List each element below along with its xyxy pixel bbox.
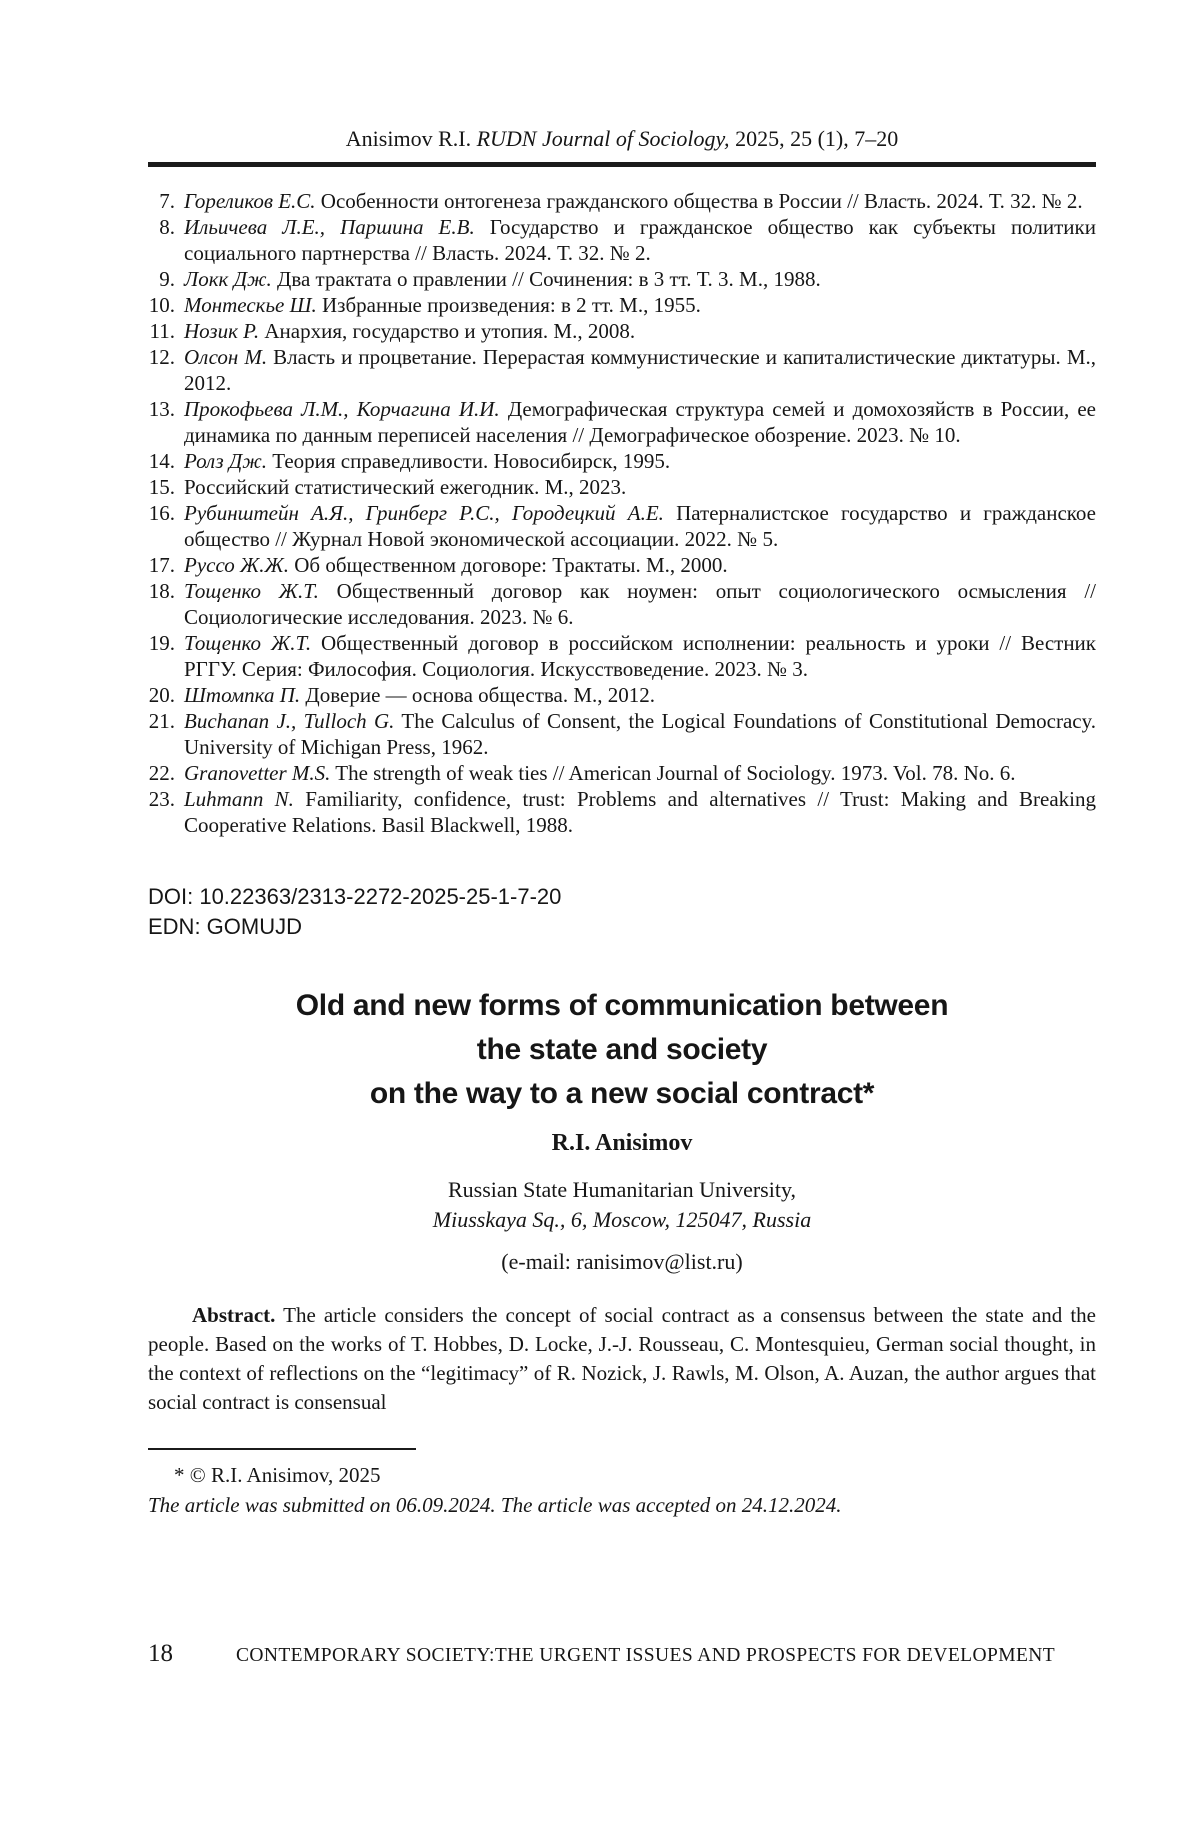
reference-text <box>184 344 1096 396</box>
footnote-rule <box>148 1448 416 1450</box>
footnote-dates: The article was submitted on 06.09.2024. The article was accepted on 24.12.2024. <box>148 1493 842 1517</box>
footnote-copyright: * © R.I. Anisimov, 2025 <box>174 1463 381 1487</box>
reference-text <box>184 266 1096 292</box>
reference-item <box>148 214 1096 266</box>
reference-author: Руссо Ж.Ж. <box>184 553 289 577</box>
reference-author: Ролз Дж. <box>184 449 268 473</box>
reference-author: Рубинштейн А.Я., Гринберг Р.С., Городецкий А.Е. <box>184 501 664 525</box>
reference-text <box>184 188 1096 214</box>
affiliation-address: Miusskaya Sq., 6, Moscow, 125047, Russia <box>432 1207 812 1232</box>
reference-item <box>148 500 1096 552</box>
reference-text <box>184 682 1096 708</box>
running-head <box>148 126 1096 152</box>
reference-item <box>148 708 1096 760</box>
reference-number: 12. <box>148 345 175 369</box>
reference-body-text: The Calculus of Consent, the Logical Foundations of Constitutional Democracy. University of Michigan Press, 1962. <box>184 709 1096 759</box>
edn-line: EDN: GOMUJD <box>148 914 302 939</box>
reference-body-text: Анархия, государство и утопия. М., 2008. <box>259 319 636 343</box>
reference-body-text: Familiarity, confidence, trust: Problems and alternatives // Trust: Making and Breaking Cooperative Relations. Basil Blackwell, 1988. <box>184 787 1096 837</box>
reference-body-text: Два трактата о правлении // Сочинения: в 3 тт. Т. 3. М., 1988. <box>271 267 821 291</box>
reference-number: 15. <box>148 475 175 499</box>
abstract-text: The article considers the concept of social contract as a consensus between the state and the people. Based on the works of T. Hobbes, D. Locke, J.-J. Rousseau, C. Montesquieu, German social thought, in the context of reflections on the “legitimacy” of R. Nozick, J. Rawls, M. Olson, A. Auzan, the author argues that social contract is consensual <box>148 1303 1096 1414</box>
reference-text <box>184 500 1096 552</box>
running-head-issue: 2025, 25 (1), 7–20 <box>729 126 899 151</box>
reference-body-text: Теория справедливости. Новосибирск, 1995. <box>267 449 671 473</box>
reference-number: 19. <box>148 631 175 655</box>
reference-text <box>184 552 1096 578</box>
reference-number: 9. <box>159 267 175 291</box>
reference-author: Локк Дж. <box>184 267 272 291</box>
reference-item <box>148 318 1096 344</box>
reference-body-text: Власть и процветание. Перерастая коммунистические и капиталистические диктатуры. М., 2012. <box>184 345 1096 395</box>
reference-item <box>148 760 1096 786</box>
reference-text <box>184 760 1096 786</box>
abstract-label: Abstract. <box>192 1303 276 1327</box>
reference-number: 20. <box>148 683 175 707</box>
reference-item <box>148 344 1096 396</box>
reference-author: Buchanan J., Tulloch G. <box>184 709 395 733</box>
reference-item <box>148 292 1096 318</box>
article-title-line-1: Old and new forms of communication between <box>295 989 949 1022</box>
reference-item <box>148 786 1096 838</box>
reference-item <box>148 578 1096 630</box>
reference-number: 18. <box>148 579 175 603</box>
reference-body-text: Общественный договор в российском исполнении: реальность и уроки // Вестник РГГУ. Серия: Философия. Социология. Искусствоведение. 2023. № 3. <box>184 631 1096 681</box>
reference-author: Нозик Р. <box>184 319 260 343</box>
article-title <box>148 984 1096 1116</box>
reference-author: Тощенко Ж.Т. <box>184 579 319 603</box>
reference-item <box>148 552 1096 578</box>
reference-text <box>184 448 1096 474</box>
reference-number: 23. <box>148 787 175 811</box>
article-title-line-3: on the way to a new social contract* <box>369 1077 875 1110</box>
reference-number: 11. <box>149 319 175 343</box>
reference-author: Granovetter M.S. <box>184 761 331 785</box>
affiliation-block <box>148 1175 1096 1235</box>
reference-body-text: Российский статистический ежегодник. М., 2023. <box>184 475 627 499</box>
reference-author: Монтескье Ш. <box>184 293 317 317</box>
doi-line: DOI: 10.22363/2313-2272-2025-25-1-7-20 <box>148 884 562 909</box>
reference-author: Тощенко Ж.Т. <box>184 631 312 655</box>
reference-body-text: Патерналистское государство и гражданское общество // Журнал Новой экономической ассоциации. 2022. № 5. <box>184 501 1096 551</box>
reference-item <box>148 630 1096 682</box>
reference-item <box>148 266 1096 292</box>
reference-author: Luhmann N. <box>184 787 294 811</box>
reference-text <box>184 578 1096 630</box>
reference-number: 10. <box>148 293 175 317</box>
reference-number: 22. <box>148 761 175 785</box>
footnote-block <box>148 1448 1096 1520</box>
reference-text <box>184 630 1096 682</box>
reference-body-text: Доверие — основа общества. М., 2012. <box>300 683 656 707</box>
footer-section-title: CONTEMPORARY SOCIETY:THE URGENT ISSUES AND PROSPECTS FOR DEVELOPMENT <box>236 1645 1056 1666</box>
page-number: 18 <box>148 1640 173 1667</box>
reference-number: 21. <box>148 709 175 733</box>
reference-body-text: Общественный договор как ноумен: опыт социологического осмысления // Социологические исследования. 2023. № 6. <box>184 579 1096 629</box>
reference-body-text: The strength of weak ties // American Journal of Sociology. 1973. Vol. 78. No. 6. <box>330 761 1016 785</box>
reference-text <box>184 708 1096 760</box>
reference-author: Олсон М. <box>184 345 268 369</box>
reference-list <box>148 188 1096 838</box>
reference-item <box>148 396 1096 448</box>
email-line: (e-mail: ranisimov@list.ru) <box>501 1249 743 1274</box>
reference-number: 17. <box>148 553 175 577</box>
reference-body-text: Государство и гражданское общество как субъекты политики социального партнерства // Власть. 2024. Т. 32. № 2. <box>184 215 1096 265</box>
doi-block <box>148 882 1096 942</box>
reference-body-text: Демографическая структура семей и домохозяйств в России, ее динамика по данным переписей населения // Демографическое обозрение. 2023. № 10. <box>184 397 1096 447</box>
reference-author: Штомпка П. <box>184 683 301 707</box>
reference-author: Гореликов Е.С. <box>184 189 316 213</box>
article-title-line-2: the state and society <box>476 1033 768 1066</box>
affiliation-name: Russian State Humanitarian University, <box>447 1177 797 1202</box>
reference-item <box>148 474 1096 500</box>
reference-text <box>184 214 1096 266</box>
reference-number: 8. <box>159 215 175 239</box>
reference-text <box>184 474 1096 500</box>
running-head-author: Anisimov R.I. <box>345 126 477 151</box>
reference-item <box>148 448 1096 474</box>
reference-number: 13. <box>148 397 175 421</box>
reference-number: 14. <box>148 449 175 473</box>
reference-body-text: Об общественном договоре: Трактаты. М., 2000. <box>289 553 728 577</box>
reference-item <box>148 682 1096 708</box>
reference-item <box>148 188 1096 214</box>
reference-number: 16. <box>148 501 175 525</box>
reference-body-text: Избранные произведения: в 2 тт. М., 1955. <box>316 293 701 317</box>
article-author: R.I. Anisimov <box>551 1130 693 1156</box>
reference-text <box>184 786 1096 838</box>
running-head-journal: RUDN Journal of Sociology, <box>476 126 730 151</box>
reference-author: Прокофьева Л.М., Корчагина И.И. <box>184 397 500 421</box>
reference-author: Ильичева Л.Е., Паршина Е.В. <box>184 215 475 239</box>
reference-text <box>184 292 1096 318</box>
reference-text <box>184 396 1096 448</box>
page-content <box>148 0 1096 1520</box>
reference-number: 7. <box>159 189 175 213</box>
page-footer <box>148 1640 1096 1668</box>
reference-body-text: Особенности онтогенеза гражданского общества в России // Власть. 2024. Т. 32. № 2. <box>315 189 1083 213</box>
reference-text <box>184 318 1096 344</box>
abstract-paragraph <box>148 1301 1096 1417</box>
header-rule <box>148 162 1096 167</box>
